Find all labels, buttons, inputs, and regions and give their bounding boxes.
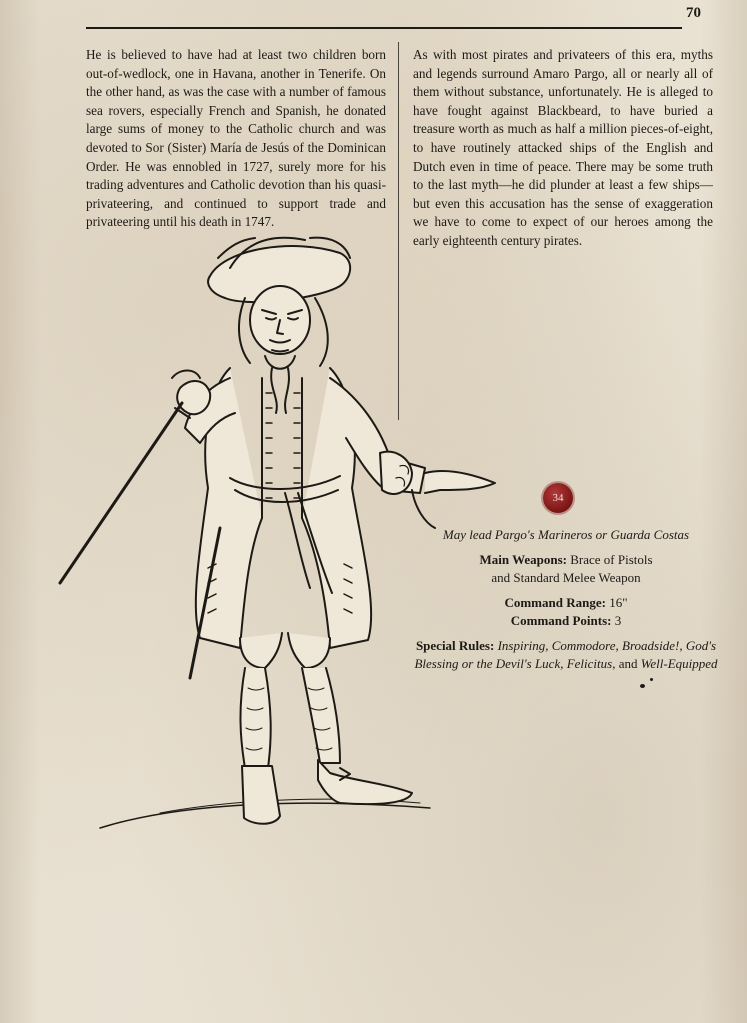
main-weapons-label: Main Weapons: — [479, 551, 567, 567]
stats-lead: May lead Pargo's Marineros or Guarda Costas — [442, 527, 690, 542]
command-points-label: Command Points: — [510, 613, 612, 628]
header-rule — [86, 27, 682, 29]
command-points-value: 3 — [614, 613, 622, 628]
special-rules — [410, 637, 722, 674]
command-stats — [410, 594, 722, 631]
main-weapons-value: Brace of Pistols — [570, 551, 653, 567]
special-rules-value: Inspiring, Commodore, Broadside!, God's — [497, 637, 717, 653]
command-range-value: 16" — [609, 594, 628, 610]
left-column-text: He is believed to have had at least two children born out-of-wedlock, one in Havana, another in Tenerife. On the other hand, as was the case with a number of famous sea rovers, especially French and Spanish, he donated large sums of money to the Catholic church and was devoted to Sor (Sister) María de Jesús of the Dominican Order. He was ennobled in 1727, surely more for his trading adventures and Catholic devotion than his quasi-privateering, and continued to support trade and privateering until his death in 1747. — [86, 47, 386, 230]
main-weapons-value-2: and Standard Melee Weapon — [491, 570, 641, 585]
special-rules-and: and — [618, 656, 638, 671]
right-column-text: As with most pirates and privateers of this era, myths and legends surround Amaro Pargo, all or nearly all of them without substance, unfortunately. He is alleged to have fought against Blackbeard, to have buried a treasure worth as much as half a million pieces-of-eight, to have routinely attacked ships of the English and Dutch even in time of peace. There may be some truth to the last myth—he did plunder at least a few ships—but even this accusation has the sense of exaggeration we have to come to expect of our heroes among the early eighteenth century pirates. — [413, 47, 713, 248]
ink-spot — [650, 678, 653, 681]
special-rules-value-2: Blessing or the Devil's Luck, Felicitus, — [414, 656, 616, 671]
command-range-label: Command Range: — [504, 594, 606, 610]
page-number: 70 — [686, 5, 701, 21]
main-weapons — [410, 551, 722, 588]
points-seal: 34 — [543, 483, 573, 513]
special-rules-label: Special Rules: — [415, 637, 495, 653]
special-rules-value-3: Well-Equipped — [640, 656, 718, 671]
character-stats — [410, 526, 722, 680]
ink-spot — [640, 684, 645, 688]
